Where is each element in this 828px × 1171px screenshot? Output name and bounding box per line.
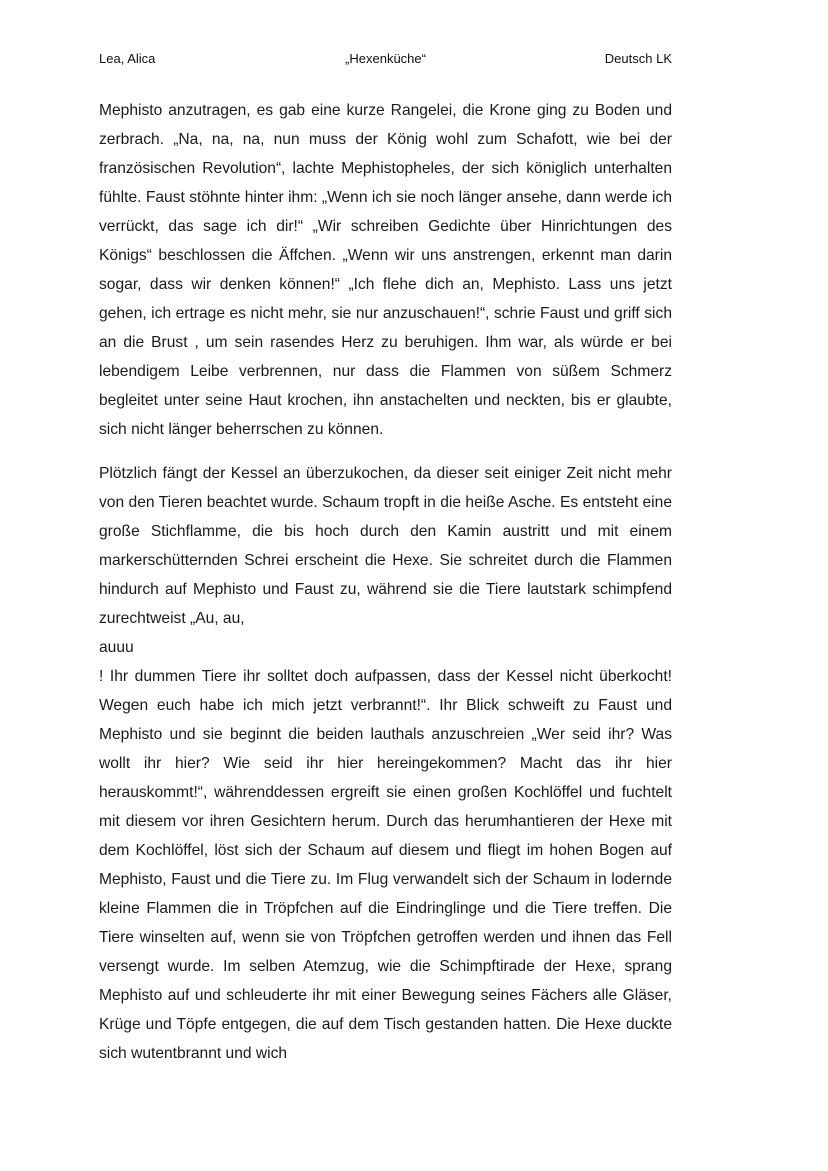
paragraph-2: Plötzlich fängt der Kessel an überzukochen, da dieser seit einiger Zeit nicht mehr von den Tieren beachtet wurde. Schaum tropft in die heiße Asche. Es entsteht eine große Stichflamme, die bis hoch durch den Kamin austritt und mit einem markerschütternden Schrei erscheint die Hexe. Sie schreitet durch die Flammen hindurch auf Mephisto und Faust zu, während sie die Tiere lautstark schimpfend zurechtweist „Au, au, — [99, 464, 672, 627]
paragraph-4: ! Ihr dummen Tiere ihr solltet doch aufpassen, dass der Kessel nicht überkocht! Wegen euch habe ich mich jetzt verbrannt!“. Ihr Blick schweift zu Faust und Mephisto und sie beginnt die beiden lauthals anzuschreien „Wer seid ihr? Was wollt ihr hier? Wie seid ihr hier hereingekommen? Macht das ihr hier herauskommt!“, währenddessen ergreift sie einen großen Kochlöffel und fuchtelt mit diesem vor ihren Gesichtern herum. Durch das herumhantieren der Hexe mit dem Kochlöffel, löst sich der Schaum auf diesem und fliegt im hohen Bogen auf Mephisto, Faust und die Tiere zu. Im Flug verwandelt sich der Schaum in lodernde kleine Flammen die in Tröpfchen auf die Eindringlinge und die Tiere treffen. Die Tiere winselten auf, wenn sie von Tröpfchen getroffen werden und ihnen das Fell versengt wurde. Im selben Atemzug, wie die Schimpftirade der Hexe, sprang Mephisto auf und schleuderte ihr mit einer Bewegung seines Fächers alle Gläser, Krüge und Töpfe entgegen, die auf dem Tisch gestanden hatten. Die Hexe duckte sich wutentbrannt und wich — [99, 667, 672, 1062]
document-body — [99, 96, 672, 1068]
header-title: „Hexenküche“ — [345, 51, 426, 66]
header-course: Deutsch LK — [604, 51, 672, 66]
paragraph-1: Mephisto anzutragen, es gab eine kurze Rangelei, die Krone ging zu Boden und zerbrach. „Na, na, na, nun muss der König wohl zum Schafott, wie bei der französischen Revolution“, lachte Mephistopheles, der sich königlich unterhalten fühlte. Faust stöhnte hinter ihm: „Wenn ich sie noch länger ansehe, dann werde ich verrückt, das sage ich dir!“ „Wir schreiben Gedichte über Hinrichtungen des Königs“ beschlossen die Äffchen. „Wenn wir uns anstrengen, erkennt man darin sogar, dass wir denken können!“ „Ich flehe dich an, Mephisto. Lass uns jetzt gehen, ich ertrage es nicht mehr, sie nur anzuschauen!“, schrie Faust und griff sich an die Brust , um sein rasendes Herz zu beruhigen. Ihm war, als würde er bei lebendigem Leibe verbrennen, nur dass die Flammen von süßem Schmerz begleitet unter seine Haut krochen, ihn anstachelten und neckten, bis er glaubte, sich nicht länger beherrschen zu können. — [99, 102, 672, 438]
page-header — [99, 50, 672, 68]
paragraph-3: auuu — [99, 638, 134, 656]
header-author: Lea, Alica — [99, 51, 156, 66]
